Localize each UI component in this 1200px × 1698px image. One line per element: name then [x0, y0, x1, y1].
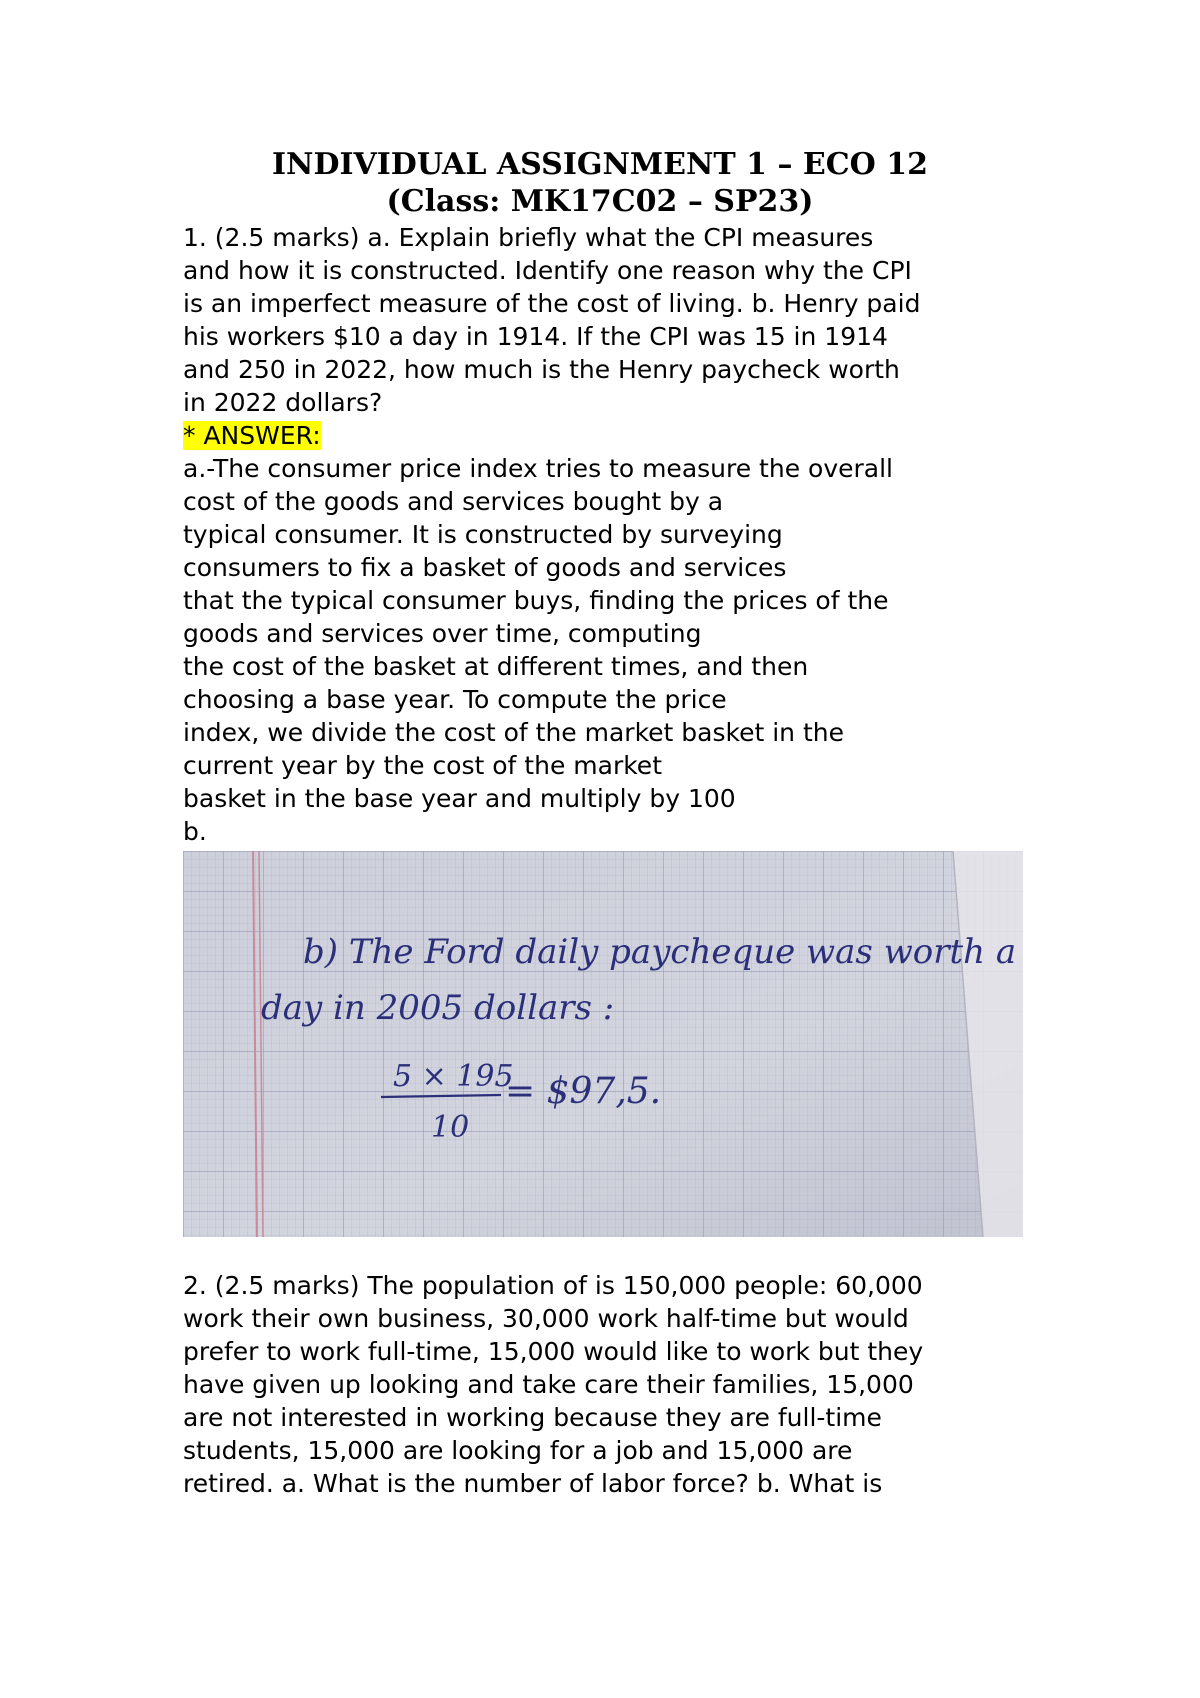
question-1-line: 1. (2.5 marks) a. Explain briefly what the CPI measures — [183, 223, 874, 252]
question-1-line: and 250 in 2022, how much is the Henry paycheck worth — [183, 355, 900, 384]
question-2-line: have given up looking and take care their families, 15,000 — [183, 1370, 914, 1399]
question-1-block — [183, 221, 1063, 848]
question-2-line: students, 15,000 are looking for a job and 15,000 are — [183, 1436, 853, 1465]
answer-line: b. — [183, 817, 207, 846]
answer-line: goods and services over time, computing — [183, 619, 702, 648]
answer-line: the cost of the basket at different times, and then — [183, 652, 809, 681]
question-2-block — [183, 1269, 1063, 1500]
answer-line: basket in the base year and multiply by 100 — [183, 784, 736, 813]
answer-label: * ANSWER: — [183, 421, 321, 450]
question-2-line: work their own business, 30,000 work half-time but would — [183, 1304, 909, 1333]
handwritten-answer-photo — [183, 851, 1023, 1237]
answer-line: consumers to fix a basket of goods and services — [183, 553, 787, 582]
answer-line: current year by the cost of the market — [183, 751, 662, 780]
question-1-line: his workers $10 a day in 1914. If the CPI was 15 in 1914 — [183, 322, 888, 351]
handwritten-line-1: b) The Ford daily paycheque was worth a — [303, 932, 1017, 972]
class-subtitle: (Class: MK17C02 – SP23) — [386, 184, 814, 219]
answer-line: choosing a base year. To compute the price — [183, 685, 727, 714]
handwritten-numerator: 5 × 195 — [393, 1059, 514, 1094]
question-2-line: 2. (2.5 marks) The population of is 150,000 people: 60,000 — [183, 1271, 923, 1300]
answer-line: typical consumer. It is constructed by surveying — [183, 520, 783, 549]
question-2-line: prefer to work full-time, 15,000 would like to work but they — [183, 1337, 924, 1366]
question-1-line: in 2022 dollars? — [183, 388, 383, 417]
answer-line: cost of the goods and services bought by a — [183, 487, 724, 516]
answer-line: index, we divide the cost of the market basket in the — [183, 718, 844, 747]
answer-label-line — [183, 419, 1063, 452]
question-2-line: are not interested in working because they are full-time — [183, 1403, 882, 1432]
answer-line: a.-The consumer price index tries to measure the overall — [183, 454, 893, 483]
answer-line: that the typical consumer buys, finding the prices of the — [183, 586, 889, 615]
assignment-title: INDIVIDUAL ASSIGNMENT 1 – ECO 12 — [271, 147, 928, 182]
question-1-line: and how it is constructed. Identify one reason why the CPI — [183, 256, 912, 285]
question-1-line: is an imperfect measure of the cost of living. b. Henry paid — [183, 289, 921, 318]
question-2-line: retired. a. What is the number of labor force? b. What is — [183, 1469, 883, 1498]
handwritten-denominator: 10 — [431, 1110, 470, 1145]
handwritten-result: = $97,5. — [505, 1071, 662, 1112]
handwritten-line-2: day in 2005 dollars : — [261, 988, 615, 1028]
